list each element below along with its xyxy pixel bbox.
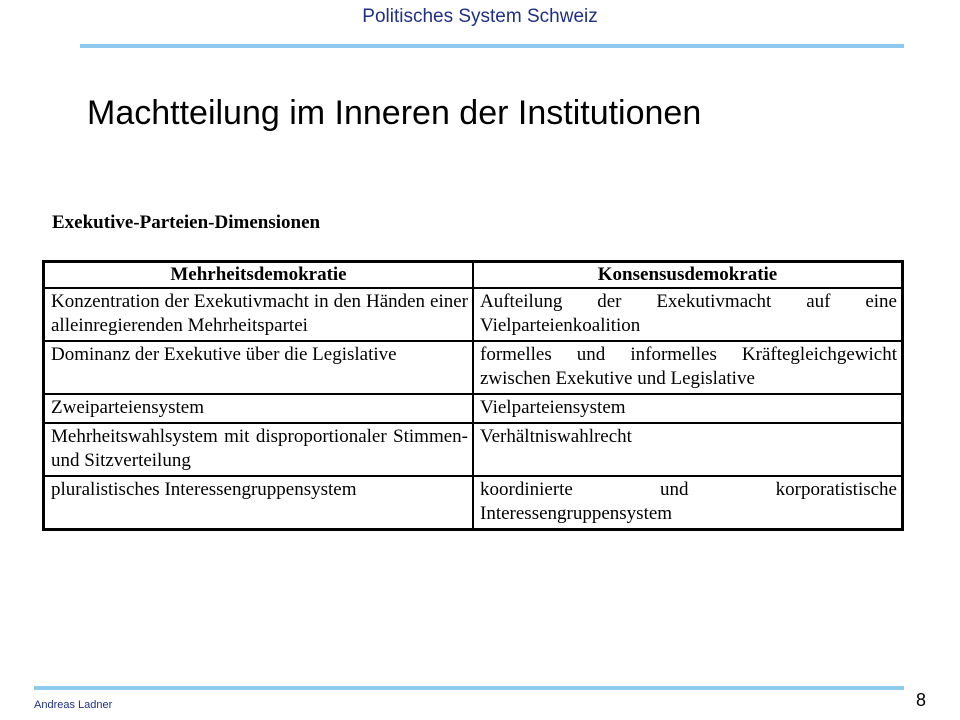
- table-cell: Aufteilung der Exekutivmacht auf eine Vielparteienkoalition: [473, 288, 903, 341]
- table-row: [44, 341, 903, 394]
- table-cell: Vielparteiensystem: [473, 394, 903, 423]
- table-cell: koordinierte und korporatistische Interessengruppensystem: [473, 476, 903, 530]
- table-row: [44, 288, 903, 341]
- bottom-divider: [34, 686, 904, 690]
- table-row: [44, 394, 903, 423]
- column-header-majoritarian: Mehrheitsdemokratie: [44, 262, 474, 289]
- presentation-title: Politisches System Schweiz: [362, 6, 598, 27]
- author-name: Andreas Ladner: [34, 699, 113, 711]
- comparison-table: [42, 260, 904, 531]
- section-heading: Exekutive-Parteien-Dimensionen: [52, 212, 321, 233]
- table-header-row: [44, 262, 903, 289]
- table-row: [44, 476, 903, 530]
- table-cell: Konzentration der Exekutivmacht in den Händen einer alleinregierenden Mehrheitspartei: [44, 288, 474, 341]
- table-cell: formelles und informelles Kräftegleichgewicht zwischen Exekutive und Legislative: [473, 341, 903, 394]
- slide-title: Machtteilung im Inneren der Institutionen: [87, 94, 702, 132]
- table-cell: pluralistisches Interessengruppensystem: [44, 476, 474, 530]
- table-cell: Mehrheitswahlsystem mit disproportionaler Stimmen- und Sitzverteilung: [44, 423, 474, 476]
- page-number: 8: [915, 690, 926, 710]
- top-divider: [80, 44, 904, 48]
- table-cell: Verhältniswahlrecht: [473, 423, 903, 476]
- column-header-consensus: Konsensusdemokratie: [473, 262, 903, 289]
- table-cell: Zweiparteiensystem: [44, 394, 474, 423]
- table-cell: Dominanz der Exekutive über die Legislative: [44, 341, 474, 394]
- table-row: [44, 423, 903, 476]
